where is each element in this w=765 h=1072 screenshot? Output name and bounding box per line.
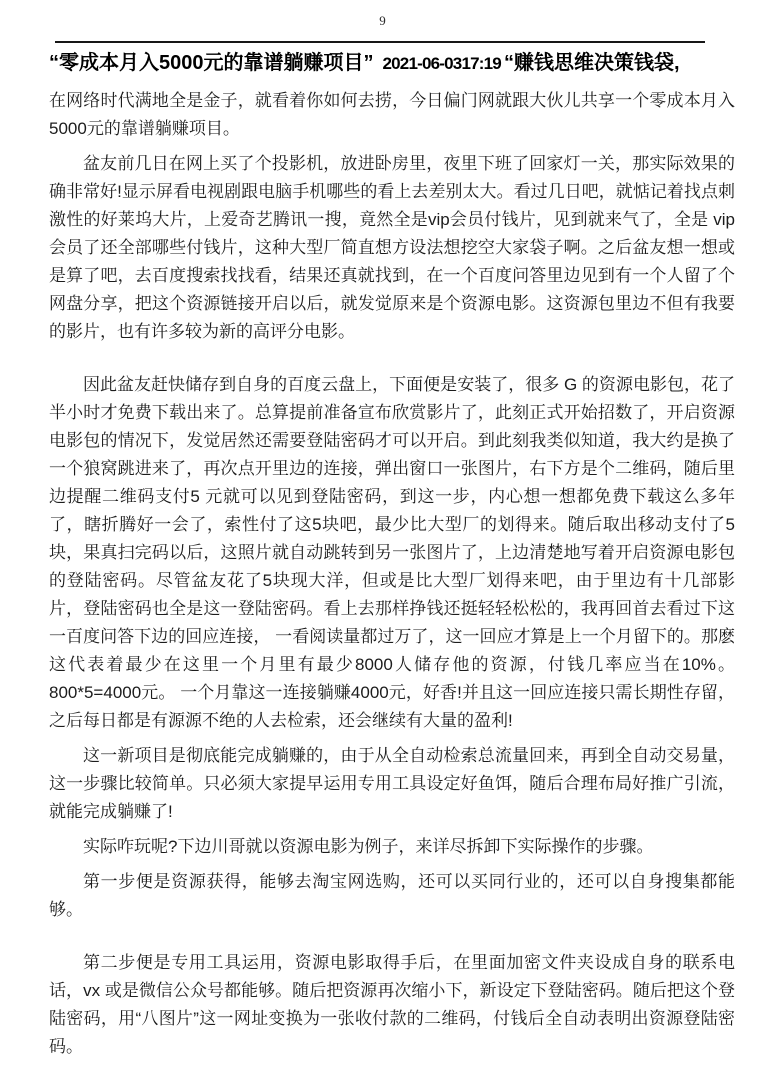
page-number: 9	[379, 13, 386, 28]
article-title	[49, 49, 739, 78]
paragraph: 实际咋玩呢?下边川哥就以资源电影为例子，来详尽拆卸下实际操作的步骤。	[83, 837, 654, 856]
paragraph: 因此盆友赶快储存到自身的百度云盘上，下面便是安装了，很多 G 的资源电影包，花了半小时才免费下载出来了。总算提前准备宣布欣赏影片了，此刻正式开始招数了，开启资源电影包的情况下，发觉居然还需要登陆密码才可以开启。到此刻我类似知道，我大约是换了一个狼窝跳进来了，再次点开里边的连接，弹出窗口一张图片，右下方是个二维码，随后里边提醒二维码支付5 元就可以见到登陆密码，到这一步，内心想一想都免费下载这么多年了，瞎折腾好一会了，索性付了这5块吧，最少比大型厂的划得来。随后取出移动支付了5块，果真扫完码以后，这照片就自动跳转到另一张图片了，上边清楚地写着开启资源电影包的登陆密码。尽管盆友花了5块现大洋，但或是比大型厂划得来吧，由于里边有十几部影片，登陆密码也全是这一登陆密码。看上去那样挣钱还挺轻轻松松的，我再回首去看过下这一百度问答下边的回应连接， 一看阅读量都过万了，这一回应才算是上一个月留下的。那麽这代表着最少在这里一个月里有最少8000人储存他的资源，付钱几率应当在10%。800*5=4000元。 一个月靠这一连接躺赚4000元，好香!并且这一回应连接只需长期性存留，之后每日都是有源源不绝的人去检索，还会继续有大量的盈利!	[49, 375, 735, 730]
paragraph: 第二步便是专用工具运用，资源电影取得手后，在里面加密文件夹设成自身的联系电话，vx 或是微信公众号都能够。随后把资源再次缩小下，新设定下登陆密码。随后把这个登陆密码，用“八图片”这一网址变换为一张收付款的二维码，付钱后全自动表明出资源登陆密码。	[49, 953, 735, 1056]
article-date: 2021-06-0317:19	[382, 54, 501, 73]
article-subtitle: “赚钱思维决策钱袋,	[503, 52, 680, 74]
document-body	[49, 87, 735, 1061]
paragraph: 盆友前几日在网上买了个投影机，放进卧房里，夜里下班了回家灯一关，那实际效果的确非常好!显示屏看电视剧跟电脑手机哪些的看上去差别太大。看过几日吧，就惦记着找点刺激性的好莱坞大片，上爱奇艺腾讯一搜，竟然全是vip会员付钱片，见到就来气了，全是 vip会员了还全部哪些付钱片，这种大型厂简直想方设法想挖空大家袋子啊。之后盆友想一想或是算了吧，去百度搜索找找看，结果还真就找到，在一个百度问答里边见到有一个人留了个网盘分享，把这个资源链接开启以后，就发觉原来是个资源电影。这资源包里边不但有我要的影片，也有许多较为新的高评分电影。	[49, 154, 735, 341]
paragraph: 在网络时代满地全是金子，就看着你如何去捞，今日偏门网就跟大伙儿共享一个零成本月入5000元的靠谱躺赚项目。	[49, 91, 735, 138]
header-rule	[55, 41, 705, 43]
article-title-text: “零成本月入5000元的靠谱躺赚项目”	[49, 52, 374, 74]
paragraph: 第一步便是资源获得，能够去淘宝网选购，还可以买同行业的，还可以自身搜集都能够。	[49, 872, 735, 919]
paragraph: 这一新项目是彻底能完成躺赚的，由于从全自动检索总流量回来，再到全自动交易量，这一步骤比较简单。只必须大家提早运用专用工具设定好鱼饵，随后合理布局好推广引流，就能完成躺赚了!	[49, 746, 735, 821]
